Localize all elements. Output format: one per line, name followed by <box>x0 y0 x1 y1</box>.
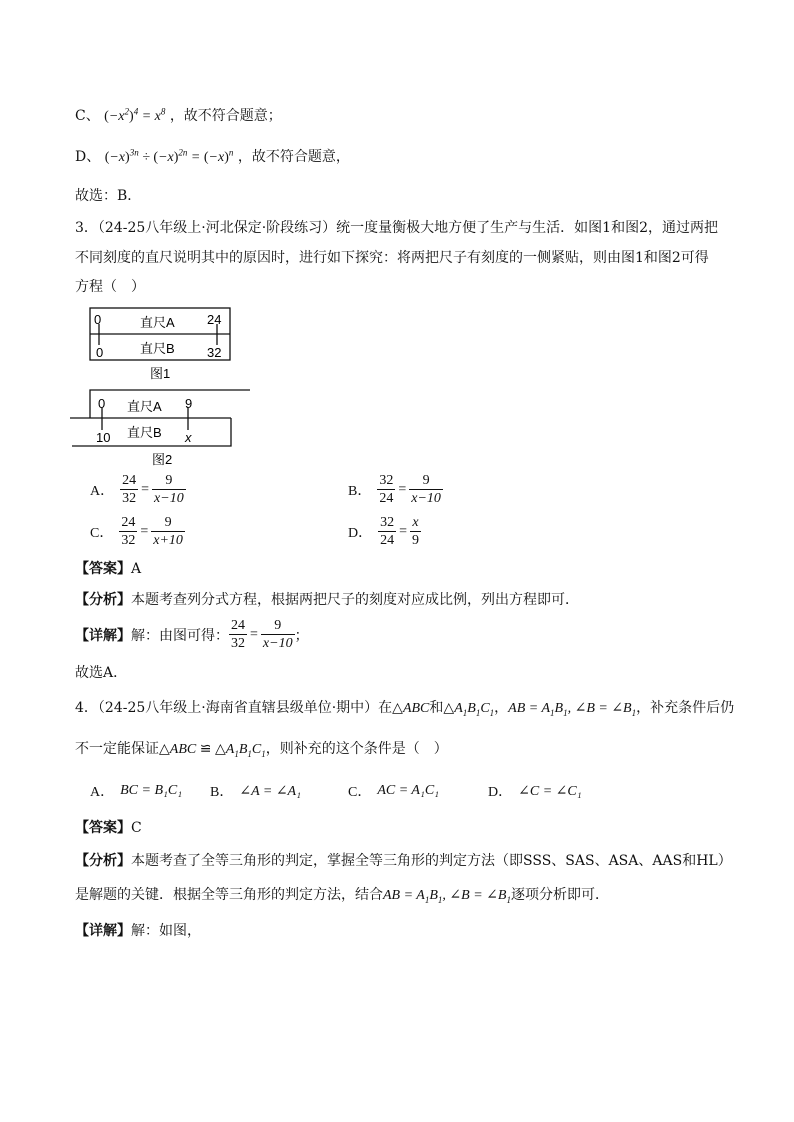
q3-option-b-left-frac: $\frac{32}{24}$ <box>379 473 394 506</box>
figure2-ruler-a-label: 直尺A <box>127 399 162 414</box>
q4-option-c-text: AC = A₁C₁ <box>377 783 440 798</box>
analysis4-l2-post: 逐项分析即可． <box>510 887 609 903</box>
question4-mid: ，补充条件后仍 <box>636 700 735 716</box>
detail3-right-frac: $\frac{9}{x-10}$ <box>262 618 293 651</box>
figure1-rulers <box>80 305 250 385</box>
figure1-ruler-b-label: 直尺B <box>140 341 175 356</box>
q4-option-c[interactable] <box>348 781 439 801</box>
q3-option-d[interactable]: D． $\frac{32}{24}$ = $\frac{x}{9}$ <box>348 515 420 548</box>
detail4-tag: 【详解】 <box>75 923 131 939</box>
detail4-text: 解：如图， <box>131 923 201 939</box>
q3-option-d-left-frac: $\frac{32}{24}$ <box>380 515 395 548</box>
q3-option-a[interactable]: A． $\frac{24}{32}$ = $\frac{9}{x-10}$ <box>90 473 184 506</box>
detail3-post: ； <box>294 627 309 644</box>
detail3-tag: 【详解】 <box>75 627 131 644</box>
q4-option-b[interactable] <box>210 781 301 801</box>
figure2-ruler-b-label: 直尺B <box>127 425 162 440</box>
q3-option-c[interactable]: C． $\frac{24}{32}$ = $\frac{9}{x+10}$ <box>90 515 183 548</box>
analysis4-conds: AB = $A_1B_1$, ∠B = $\angle B_1$ <box>383 888 511 905</box>
answer3-value: A <box>131 561 142 577</box>
q4-option-d-text: ∠C = ∠C₁ <box>518 783 582 799</box>
figure2-b-mark: x <box>185 430 192 445</box>
analysis4-line1 <box>75 851 732 871</box>
detail3-left-frac: $\frac{24}{32}$ <box>231 618 245 651</box>
question4-pre: 4．（24-25八年级上·海南省直辖县级单位·期中）在 <box>75 700 393 716</box>
option-c-formula: $(-x^2)^4 = x^8$ <box>104 106 166 124</box>
answer3-tag: 【答案】 <box>75 561 131 577</box>
choose-a-text: 故选A． <box>75 665 128 681</box>
question4-conds: AB = $A_1B_1$, ∠B = $\angle B_1$ <box>508 701 637 718</box>
option-c-tail: ，故不符合题意； <box>169 108 282 124</box>
q4-option-a-label: A． <box>90 785 115 800</box>
figure2-rulers <box>70 387 260 469</box>
option-c-label: C、 <box>75 108 100 124</box>
analysis3-tag: 【分析】 <box>75 592 131 608</box>
question4-line2-post: ，则补充的这个条件是（ ） <box>265 741 448 757</box>
q3-option-b-label: B． <box>348 483 372 499</box>
answer4-line <box>75 818 142 838</box>
q3-option-b-right-frac: $\frac{9}{x-10}$ <box>411 473 441 506</box>
choose-b-text: 故选：B． <box>75 188 142 204</box>
question4-tri1: △ABC <box>392 701 430 716</box>
question3-line1: 3．（24-25八年级上·河北保定·阶段练习）统一度量衡极大地方便了生产与生活．如图1和图2，通过两把 <box>75 220 718 236</box>
figure2-ruler-a-frame <box>90 390 250 418</box>
figure2-a-mark: 9 <box>185 396 193 411</box>
option-d-formula: $(-x)^{3n} \div (-x)^{2n} = (-x)^n$ <box>104 147 234 165</box>
q3-option-c-label: C． <box>90 525 114 541</box>
figure1-caption: 图1 <box>150 366 171 381</box>
analysis4-text1: 本题考查了全等三角形的判定，掌握全等三角形的判定方法（即SSS、SAS、ASA、AAS和HL） <box>131 853 732 869</box>
q3-option-a-label: A． <box>90 483 115 499</box>
q4-option-b-label: B． <box>210 785 234 800</box>
question4-tri2: $\triangle A_1B_1C_1$ <box>443 701 495 718</box>
q4-option-d-label: D． <box>488 785 513 800</box>
q3-option-c-right-frac: $\frac{9}{x+10}$ <box>153 515 183 548</box>
figure1-b-start: 0 <box>96 345 104 360</box>
q4-option-a[interactable] <box>90 781 182 801</box>
analysis4-l2-pre: 是解题的关键．根据全等三角形的判定方法，结合 <box>75 887 383 903</box>
question4-line1: 4．（24-25八年级上·海南省直辖县级单位·期中）在△ABC和$\triangle A_1B_1C_1$，AB = $A_1B_1$, ∠B = $\angle B_1$，补充条件后仍 <box>75 700 735 718</box>
option-d-line <box>75 147 350 168</box>
q4-option-a-text: BC = B₁C₁ <box>120 783 183 798</box>
question4-line2-pre: 不一定能保证 <box>75 741 159 757</box>
option-d-tail: ，故不符合题意， <box>237 149 350 165</box>
q4-option-c-label: C． <box>348 785 372 800</box>
analysis4-tag: 【分析】 <box>75 853 131 869</box>
q4-option-b-text: ∠A = ∠A₁ <box>239 783 301 799</box>
figure2-caption: 图2 <box>152 452 173 467</box>
q3-option-a-right-frac: $\frac{9}{x-10}$ <box>154 473 184 506</box>
option-d-label: D、 <box>75 149 101 165</box>
q3-option-b[interactable]: B． $\frac{32}{24}$ = $\frac{9}{x-10}$ <box>348 473 441 506</box>
option-c-line <box>75 106 282 127</box>
detail3-pre: 解：由图可得： <box>131 627 229 644</box>
question3-line2: 不同刻度的直尺说明其中的原因时，进行如下探究：将两把尺子有刻度的一侧紧贴，则由图1和图2可得 <box>75 250 709 266</box>
detail4-line <box>75 921 201 941</box>
analysis3-line <box>75 590 579 610</box>
question3-line3: 方程（ ） <box>75 279 145 295</box>
q4-option-d[interactable] <box>488 781 582 801</box>
question4-and: 和 <box>429 700 444 716</box>
q3-option-d-label: D． <box>348 525 373 541</box>
answer4-value: C <box>131 820 142 836</box>
q3-option-d-right-frac: $\frac{x}{9}$ <box>412 515 420 548</box>
detail3-line: 【详解】 解：由图可得： $\frac{24}{32}$ = $\frac{9}{x-10}$ ； <box>75 618 309 651</box>
analysis4-line2 <box>75 885 609 906</box>
analysis3-text: 本题考查列分式方程，根据两把尺子的刻度对应成比例，列出方程即可． <box>131 592 579 608</box>
figure1-ruler-a-label: 直尺A <box>140 315 175 330</box>
figure2-a-start: 0 <box>98 396 106 411</box>
question4-congruence: △ABC ≌ $\triangle A_1B_1C_1$ <box>159 742 266 759</box>
answer4-tag: 【答案】 <box>75 820 131 836</box>
q3-option-a-left-frac: $\frac{24}{32}$ <box>122 473 137 506</box>
figure2-b-start: 10 <box>96 430 111 445</box>
q3-option-c-left-frac: $\frac{24}{32}$ <box>121 515 136 548</box>
figure1-a-start: 0 <box>94 312 102 327</box>
figure1-b-mark: 32 <box>207 345 222 360</box>
question4-line2 <box>75 739 448 760</box>
answer3-line <box>75 559 141 579</box>
figure1-a-mark: 24 <box>207 312 222 327</box>
